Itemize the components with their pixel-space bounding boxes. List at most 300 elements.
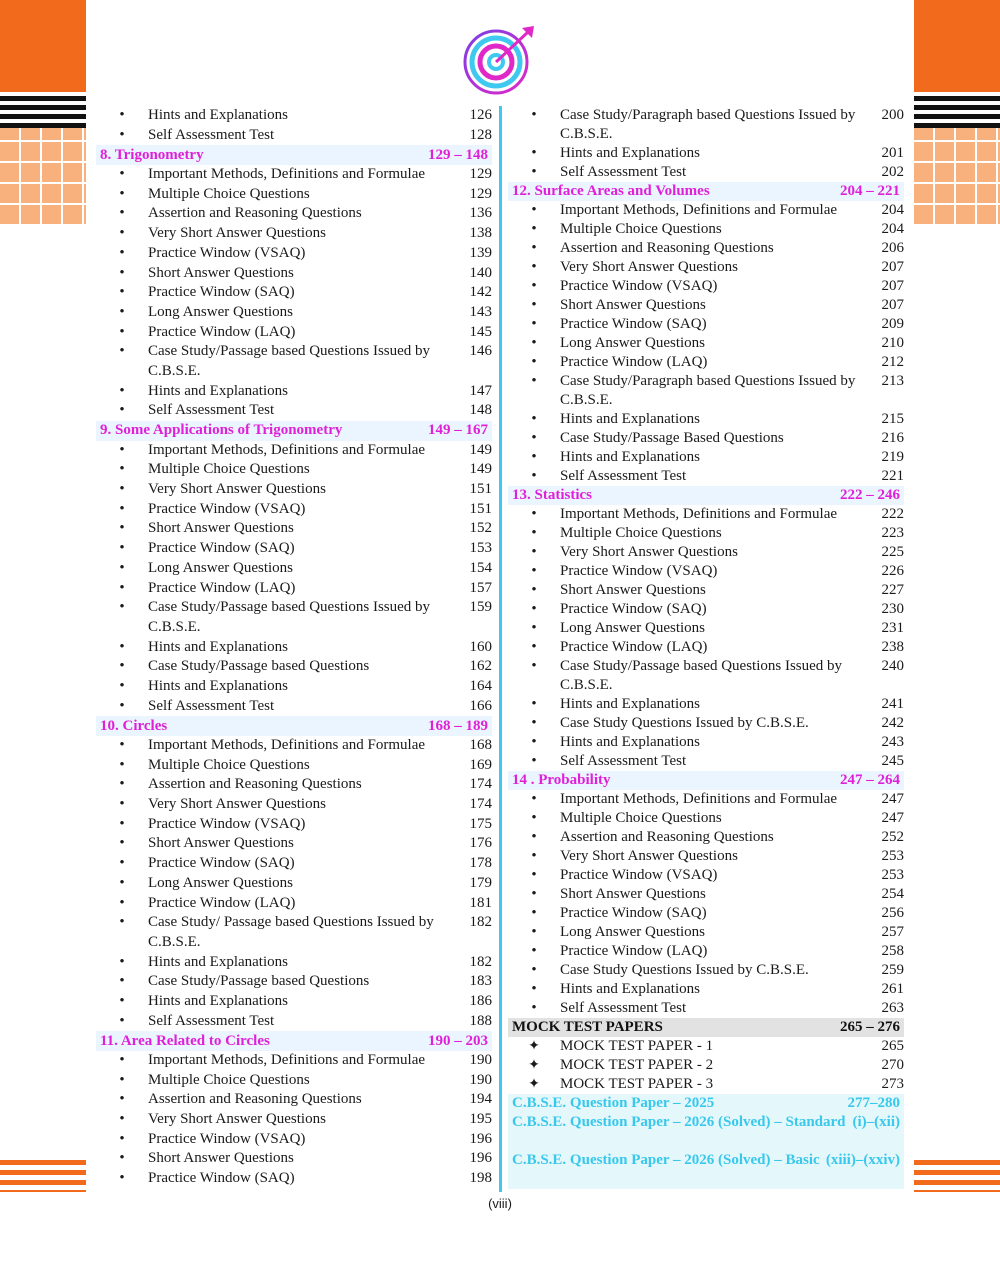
entry-label: Important Methods, Definitions and Formulae	[148, 1052, 426, 1069]
entry-page: 227	[881, 582, 904, 598]
toc-entry[interactable]	[96, 539, 492, 559]
toc-entry[interactable]	[96, 126, 492, 146]
toc-entry[interactable]	[508, 106, 904, 144]
entry-label: Practice Window (LAQ)	[148, 579, 296, 596]
bullet-icon: •	[119, 737, 125, 754]
toc-entry[interactable]	[96, 677, 492, 697]
entry-page: 174	[469, 796, 492, 813]
toc-entry[interactable]	[96, 1071, 492, 1091]
bullet-icon: •	[531, 259, 537, 275]
toc-entry[interactable]	[508, 334, 904, 353]
entry-page: 183	[469, 973, 492, 990]
star-bullet-icon: ✦	[528, 1039, 540, 1054]
entry-label: Multiple Choice Questions	[148, 1071, 310, 1088]
toc-entry[interactable]	[508, 904, 904, 923]
entry-page: 194	[469, 1091, 492, 1108]
chapter-heading[interactable]	[96, 145, 492, 165]
chapter-page-range: 222 – 246	[840, 487, 900, 503]
entry-label: Case Study/Passage based Questions	[148, 658, 370, 675]
toc-entry[interactable]	[96, 1130, 492, 1150]
bullet-icon: •	[531, 430, 537, 446]
entry-label: Self Assessment Test	[148, 126, 275, 143]
entry-label: Important Methods, Definitions and Formulae	[560, 202, 838, 218]
entry-label: Very Short Answer Questions	[560, 544, 738, 560]
entry-label: Practice Window (SAQ)	[560, 601, 707, 617]
entry-page: 212	[881, 354, 904, 370]
entry-page: 204	[881, 202, 904, 218]
toc-entry[interactable]	[508, 714, 904, 733]
entry-page: 263	[881, 1000, 904, 1016]
chapter-title: C.B.S.E. Question Paper – 2026 (Solved) – Standard	[512, 1114, 846, 1130]
bullet-icon: •	[531, 145, 537, 161]
entry-label: Practice Window (SAQ)	[560, 316, 707, 332]
toc-entry[interactable]	[508, 809, 904, 828]
entry-page: 128	[469, 126, 492, 143]
bullet-icon: •	[531, 221, 537, 237]
entry-label: Assertion and Reasoning Questions	[148, 1091, 362, 1108]
chapter-page-range: 247 – 264	[840, 772, 900, 788]
entry-page: 247	[881, 810, 904, 826]
toc-entry[interactable]	[96, 185, 492, 205]
bullet-icon: •	[119, 697, 125, 714]
entry-page: 136	[469, 205, 492, 222]
toc-entry[interactable]	[508, 695, 904, 714]
bullet-icon: •	[119, 1150, 125, 1167]
entry-label: Long Answer Questions	[148, 559, 293, 576]
bullet-icon: •	[119, 520, 125, 537]
entry-page: 148	[469, 402, 492, 419]
entry-page: 126	[469, 107, 492, 123]
toc-entry[interactable]	[96, 579, 492, 599]
bullet-icon: •	[119, 756, 125, 773]
toc-entry[interactable]	[508, 1075, 904, 1094]
entry-label: Hints and Explanations	[148, 953, 288, 970]
toc-entry[interactable]	[508, 923, 904, 942]
toc-entry[interactable]	[508, 942, 904, 961]
entry-page: 226	[881, 563, 904, 579]
bullet-icon: •	[119, 914, 125, 931]
bullet-icon: •	[119, 992, 125, 1009]
toc-entry[interactable]	[508, 638, 904, 657]
entry-label: Long Answer Questions	[148, 874, 293, 891]
bullet-icon: •	[531, 639, 537, 655]
entry-page: 160	[469, 638, 492, 655]
entry-label: Short Answer Questions	[560, 582, 706, 598]
toc-entry[interactable]	[96, 303, 492, 323]
entry-page: 207	[881, 259, 904, 275]
chapter-heading[interactable]	[96, 1031, 492, 1051]
entry-label: Short Answer Questions	[560, 886, 706, 902]
chapter-heading[interactable]	[96, 716, 492, 736]
bullet-icon: •	[531, 886, 537, 902]
chapter-heading[interactable]	[508, 1094, 904, 1113]
entry-page: 230	[881, 601, 904, 617]
entry-label: Hints and Explanations	[148, 107, 288, 123]
entry-label: Very Short Answer Questions	[148, 796, 326, 813]
entry-page: 265	[881, 1038, 904, 1054]
bullet-icon: •	[119, 973, 125, 990]
toc-entry[interactable]	[508, 619, 904, 638]
toc-entry[interactable]	[96, 224, 492, 244]
toc-entry[interactable]	[96, 1090, 492, 1110]
right-orange-band	[914, 0, 1000, 92]
entry-label: Practice Window (VSAQ)	[560, 278, 718, 294]
entry-label: Case Study/Passage based Questions Issued by C.B.S.E.	[560, 658, 843, 693]
entry-label: Hints and Explanations	[148, 677, 288, 694]
entry-label: Multiple Choice Questions	[560, 810, 722, 826]
entry-page: 195	[469, 1111, 492, 1128]
bullet-icon: •	[119, 796, 125, 813]
entry-page: 138	[469, 225, 492, 242]
toc-entry[interactable]	[96, 559, 492, 579]
entry-page: 190	[469, 1052, 492, 1069]
toc-entry[interactable]	[96, 834, 492, 854]
bullet-icon: •	[119, 677, 125, 694]
entry-label: Hints and Explanations	[560, 981, 700, 997]
bullet-icon: •	[531, 601, 537, 617]
bullet-icon: •	[119, 205, 125, 222]
toc-entry[interactable]	[508, 1056, 904, 1075]
toc-entry[interactable]	[96, 894, 492, 914]
toc-entry[interactable]	[96, 697, 492, 717]
entry-page: 147	[469, 382, 492, 399]
entry-label: Self Assessment Test	[560, 753, 687, 769]
entry-page: 139	[469, 244, 492, 261]
chapter-title: C.B.S.E. Question Paper – 2025	[512, 1095, 715, 1111]
toc-entry[interactable]	[96, 1012, 492, 1032]
entry-page: 200	[881, 107, 904, 123]
bullet-icon: •	[531, 468, 537, 484]
toc-entry[interactable]	[508, 429, 904, 448]
entry-label: Long Answer Questions	[148, 303, 293, 320]
bullet-icon: •	[119, 461, 125, 478]
bullet-icon: •	[119, 579, 125, 596]
entry-label: Case Study Questions Issued by C.B.S.E.	[560, 962, 809, 978]
toc-entry[interactable]	[508, 448, 904, 467]
toc-entry[interactable]	[96, 519, 492, 539]
entry-page: 247	[881, 791, 904, 807]
bullet-icon: •	[531, 981, 537, 997]
chapter-page-range: 149 – 167	[428, 422, 488, 439]
chapter-heading[interactable]	[508, 1113, 904, 1151]
toc-entry[interactable]	[96, 638, 492, 658]
chapter-heading[interactable]	[508, 1151, 904, 1189]
entry-label: Practice Window (LAQ)	[560, 943, 708, 959]
bullet-icon: •	[119, 284, 125, 301]
entry-label: Case Study/ Passage based Questions Issued by C.B.S.E.	[148, 914, 434, 950]
chapter-title: 14 . Probability	[512, 772, 611, 788]
toc-entry[interactable]	[508, 980, 904, 999]
bullet-icon: •	[531, 449, 537, 465]
entry-page: 196	[469, 1130, 492, 1147]
toc-entry[interactable]	[96, 264, 492, 284]
entry-label: Important Methods, Definitions and Formulae	[148, 166, 426, 183]
toc-entry[interactable]	[96, 815, 492, 835]
entry-page: 253	[881, 848, 904, 864]
toc-entry[interactable]	[96, 460, 492, 480]
entry-page: 259	[881, 962, 904, 978]
bullet-icon: •	[531, 734, 537, 750]
toc-entry[interactable]	[508, 410, 904, 429]
bullet-icon: •	[119, 107, 125, 123]
entry-label: Long Answer Questions	[560, 924, 705, 940]
toc-entry[interactable]	[508, 866, 904, 885]
entry-page: 243	[881, 734, 904, 750]
toc-entry[interactable]	[508, 752, 904, 771]
entry-page: 207	[881, 297, 904, 313]
bullet-icon: •	[119, 638, 125, 655]
entry-label: Multiple Choice Questions	[560, 221, 722, 237]
toc-entry[interactable]	[96, 1110, 492, 1130]
toc-entry[interactable]	[96, 165, 492, 185]
entry-page: 152	[469, 520, 492, 537]
toc-entry[interactable]	[96, 401, 492, 421]
entry-label: Practice Window (LAQ)	[560, 639, 708, 655]
entry-page: 202	[881, 164, 904, 180]
right-grid-decoration	[914, 128, 1000, 224]
toc-entry[interactable]	[508, 372, 904, 410]
entry-page: 174	[469, 776, 492, 793]
bullet-icon: •	[531, 164, 537, 180]
bullet-icon: •	[119, 658, 125, 675]
bullet-icon: •	[531, 848, 537, 864]
bullet-icon: •	[119, 323, 125, 340]
entry-page: 257	[881, 924, 904, 940]
bullet-icon: •	[119, 1091, 125, 1108]
toc-entry[interactable]	[508, 277, 904, 296]
star-bullet-icon: ✦	[528, 1058, 540, 1073]
chapter-heading[interactable]	[96, 421, 492, 441]
bullet-icon: •	[531, 297, 537, 313]
entry-page: 204	[881, 221, 904, 237]
toc-entry[interactable]	[508, 733, 904, 752]
entry-page: 207	[881, 278, 904, 294]
contents-column-left	[96, 106, 492, 1189]
entry-label: Self Assessment Test	[148, 402, 275, 419]
toc-entry[interactable]	[96, 736, 492, 756]
bullet-icon: •	[119, 894, 125, 911]
toc-entry[interactable]	[96, 323, 492, 343]
entry-label: Case Study/Passage based Questions	[148, 973, 370, 990]
entry-page: 149	[469, 441, 492, 458]
toc-entry[interactable]	[508, 562, 904, 581]
toc-entry[interactable]	[508, 847, 904, 866]
toc-entry[interactable]	[96, 342, 492, 381]
bullet-icon: •	[531, 411, 537, 427]
entry-label: Practice Window (LAQ)	[560, 354, 708, 370]
toc-entry[interactable]	[96, 756, 492, 776]
entry-page: 254	[881, 886, 904, 902]
toc-entry[interactable]	[96, 775, 492, 795]
toc-entry[interactable]	[508, 600, 904, 619]
bullet-icon: •	[119, 1111, 125, 1128]
bullet-icon: •	[119, 855, 125, 872]
entry-label: Practice Window (LAQ)	[148, 323, 296, 340]
entry-page: 151	[469, 500, 492, 517]
entry-label: Self Assessment Test	[560, 1000, 687, 1016]
entry-label: Multiple Choice Questions	[148, 185, 310, 202]
toc-entry[interactable]	[96, 204, 492, 224]
entry-page: 206	[881, 240, 904, 256]
entry-label: MOCK TEST PAPER - 2	[560, 1057, 714, 1073]
entry-label: Practice Window (VSAQ)	[560, 867, 718, 883]
toc-entry[interactable]	[508, 505, 904, 524]
toc-entry[interactable]	[508, 543, 904, 562]
toc-entry[interactable]	[508, 144, 904, 163]
entry-page: 241	[881, 696, 904, 712]
bullet-icon: •	[531, 924, 537, 940]
toc-entry[interactable]	[96, 1051, 492, 1071]
entry-label: Practice Window (SAQ)	[148, 1170, 295, 1187]
bullet-icon: •	[119, 776, 125, 793]
entry-label: Hints and Explanations	[560, 696, 700, 712]
bullet-icon: •	[119, 874, 125, 891]
entry-label: Practice Window (VSAQ)	[148, 1130, 306, 1147]
bullet-icon: •	[119, 225, 125, 242]
bullet-icon: •	[531, 278, 537, 294]
toc-entry[interactable]	[508, 467, 904, 486]
entry-page: 258	[881, 943, 904, 959]
toc-entry[interactable]	[96, 441, 492, 461]
entry-page: 201	[881, 145, 904, 161]
toc-entry[interactable]	[508, 258, 904, 277]
entry-label: Long Answer Questions	[560, 620, 705, 636]
entry-page: 176	[469, 835, 492, 852]
left-stripes	[0, 96, 86, 128]
bullet-icon: •	[531, 525, 537, 541]
bullet-icon: •	[531, 373, 537, 389]
entry-page: 140	[469, 264, 492, 281]
toc-entry[interactable]	[96, 1149, 492, 1169]
bullet-icon: •	[119, 402, 125, 419]
bullet-icon: •	[531, 829, 537, 845]
entry-label: Hints and Explanations	[148, 382, 288, 399]
toc-entry[interactable]	[508, 220, 904, 239]
entry-page: 270	[881, 1057, 904, 1073]
entry-label: Self Assessment Test	[148, 697, 275, 714]
chapter-title: 11. Area Related to Circles	[100, 1032, 270, 1049]
toc-entry[interactable]	[96, 283, 492, 303]
bullet-icon: •	[531, 962, 537, 978]
bullet-icon: •	[119, 500, 125, 517]
entry-label: Important Methods, Definitions and Formulae	[148, 441, 426, 458]
toc-entry[interactable]	[508, 961, 904, 980]
entry-label: Hints and Explanations	[560, 449, 700, 465]
toc-entry[interactable]	[96, 972, 492, 992]
entry-label: Very Short Answer Questions	[148, 225, 326, 242]
entry-page: 182	[469, 953, 492, 970]
bullet-icon: •	[531, 810, 537, 826]
entry-label: Practice Window (VSAQ)	[148, 244, 306, 261]
toc-entry[interactable]	[508, 353, 904, 372]
toc-entry[interactable]	[96, 500, 492, 520]
toc-entry[interactable]	[96, 598, 492, 637]
entry-label: Multiple Choice Questions	[148, 461, 310, 478]
bullet-icon: •	[531, 715, 537, 731]
toc-entry[interactable]	[508, 163, 904, 182]
entry-page: 159	[469, 599, 492, 616]
entry-page: 210	[881, 335, 904, 351]
toc-entry[interactable]	[508, 581, 904, 600]
bullet-icon: •	[531, 696, 537, 712]
toc-entry[interactable]	[508, 239, 904, 258]
entry-page: 196	[469, 1150, 492, 1167]
toc-entry[interactable]	[96, 382, 492, 402]
chapter-page-range: 277–280	[847, 1095, 900, 1111]
bullet-icon: •	[119, 264, 125, 281]
entry-label: Practice Window (SAQ)	[148, 855, 295, 872]
toc-entry[interactable]	[96, 992, 492, 1012]
toc-entry[interactable]	[508, 999, 904, 1018]
toc-entry[interactable]	[96, 953, 492, 973]
entry-page: 169	[469, 756, 492, 773]
entry-page: 253	[881, 867, 904, 883]
toc-entry[interactable]	[96, 244, 492, 264]
toc-entry[interactable]	[508, 657, 904, 695]
bullet-icon: •	[119, 835, 125, 852]
entry-label: Practice Window (VSAQ)	[148, 815, 306, 832]
toc-entry[interactable]	[508, 296, 904, 315]
chapter-page-range: 129 – 148	[428, 146, 488, 163]
toc-entry[interactable]	[508, 885, 904, 904]
toc-entry[interactable]	[96, 913, 492, 952]
entry-label: Hints and Explanations	[560, 411, 700, 427]
bullet-icon: •	[531, 107, 537, 123]
bullet-icon: •	[119, 1071, 125, 1088]
toc-entry[interactable]	[508, 790, 904, 809]
entry-page: 256	[881, 905, 904, 921]
entry-page: 216	[881, 430, 904, 446]
bullet-icon: •	[531, 544, 537, 560]
toc-entry[interactable]	[508, 1037, 904, 1056]
bullet-icon: •	[119, 599, 125, 616]
chapter-heading[interactable]	[508, 1018, 904, 1037]
toc-entry[interactable]	[508, 201, 904, 220]
entry-label: MOCK TEST PAPER - 3	[560, 1076, 714, 1092]
bullet-icon: •	[119, 1130, 125, 1147]
chapter-heading[interactable]	[508, 771, 904, 790]
entry-label: Very Short Answer Questions	[560, 848, 738, 864]
toc-entry[interactable]	[96, 106, 492, 126]
bullet-icon: •	[119, 1052, 125, 1069]
toc-entry[interactable]	[508, 315, 904, 334]
bullet-icon: •	[531, 563, 537, 579]
toc-entry[interactable]	[96, 1169, 492, 1189]
entry-label: Short Answer Questions	[148, 264, 294, 281]
toc-entry[interactable]	[508, 828, 904, 847]
chapter-heading[interactable]	[508, 182, 904, 201]
entry-page: 240	[881, 658, 904, 674]
entry-label: Assertion and Reasoning Questions	[148, 776, 362, 793]
bullet-icon: •	[531, 620, 537, 636]
chapter-heading[interactable]	[508, 486, 904, 505]
bullet-icon: •	[531, 943, 537, 959]
toc-entry[interactable]	[96, 795, 492, 815]
bullet-icon: •	[531, 753, 537, 769]
toc-entry[interactable]	[96, 480, 492, 500]
entry-page: 149	[469, 461, 492, 478]
entry-label: Multiple Choice Questions	[560, 525, 722, 541]
entry-page: 145	[469, 323, 492, 340]
entry-page: 153	[469, 540, 492, 557]
entry-label: Very Short Answer Questions	[560, 259, 738, 275]
toc-entry[interactable]	[96, 854, 492, 874]
toc-entry[interactable]	[508, 524, 904, 543]
bullet-icon: •	[531, 240, 537, 256]
entry-page: 129	[469, 166, 492, 183]
toc-entry[interactable]	[96, 874, 492, 894]
toc-entry[interactable]	[96, 657, 492, 677]
